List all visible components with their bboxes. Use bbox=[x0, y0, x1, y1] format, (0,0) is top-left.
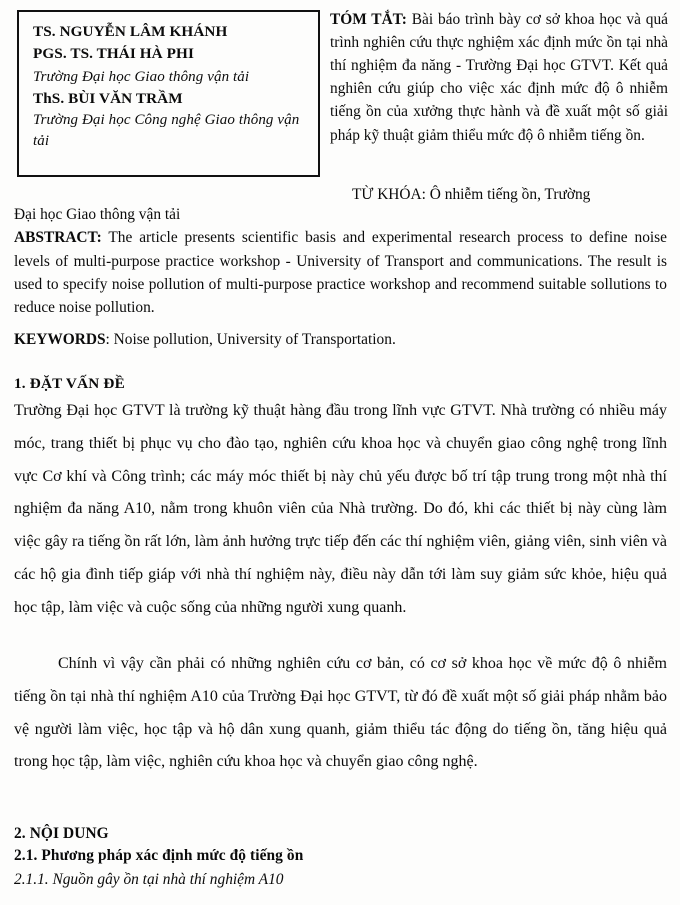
section-1-paragraph-2: Chính vì vậy cần phải có những nghiên cứu cơ bản, có cơ sở khoa học về mức độ ô nhiễm tiếng ồn tại nhà thí nghiệm A10 của Trường Đại học GTVT, từ đó đề xuất một số giải pháp nhằm bảo vệ người làm việc, học tập và hộ dân xung quanh, giảm thiểu tác động do tiếng ồn, tăng hiệu quả trong học tập, làm việc, nghiên cứu khoa học và chuyển giao công nghệ. bbox=[14, 655, 667, 771]
section-2-zone bbox=[14, 823, 667, 891]
keywords-english bbox=[14, 328, 667, 351]
author-name-3: ThS. BÙI VĂN TRẦM bbox=[33, 89, 183, 107]
abstract-english-zone bbox=[14, 203, 667, 393]
author-affiliation-box bbox=[17, 10, 320, 177]
author-name-2: PGS. TS. THÁI HÀ PHI bbox=[33, 45, 194, 63]
header-two-column-zone bbox=[0, 0, 680, 203]
section-2-1-heading: 2.1. Phương pháp xác định mức độ tiếng ồn bbox=[14, 847, 304, 865]
author-affiliation-1: Trường Đại học Giao thông vận tải bbox=[33, 68, 250, 85]
section-1-body-second bbox=[14, 648, 667, 779]
section-2-heading: 2. NỘI DUNG bbox=[14, 825, 109, 842]
section-1-paragraph-1: Trường Đại học GTVT là trường kỹ thuật hàng đầu trong lĩnh vực GTVT. Nhà trường có nhiều máy móc, trang thiết bị phục vụ cho đào tạo, nghiên cứu khoa học và chuyển giao công nghệ trong lĩnh vực Cơ khí và Công trình; các máy móc thiết bị này chủ yếu được bố trí tập trung trong một nhà thí nghiệm đa năng A10, nằm trong khuôn viên của Nhà trường. Do đó, khi các thiết bị này cùng làm việc gây ra tiếng ồn rất lớn, làm ảnh hưởng trực tiếp đến các thí nghiệm viên, giảng viên, sinh viên và các hộ gia đình tiếp giáp với nhà thí nghiệm này, điều này dẫn tới làm suy giảm sức khỏe, hiệu quả học tập, làm việc và cuộc sống của những người xung quanh. bbox=[14, 402, 667, 616]
abstract-vietnamese bbox=[330, 8, 668, 147]
keywords-vietnamese-text-tail: Đại học Giao thông vận tải bbox=[14, 206, 181, 223]
abstract-vietnamese-text: Bài báo trình bày cơ sở khoa học và quá trình nghiên cứu thực nghiệm xác định mức ồn tại nhà thí nghiệm đa năng - Trường Đại học GTVT. Kết quả nghiên cứu giúp cho việc xác định mức độ ô nhiễm tiếng ồn của xưởng thực hành và đề xuất một số giải pháp kỹ thuật giảm thiểu mức độ ô nhiễm tiếng ồn. bbox=[330, 11, 668, 144]
keywords-vietnamese-label: TỪ KHÓA: bbox=[352, 186, 426, 203]
keywords-english-label: KEYWORDS bbox=[14, 330, 106, 348]
keywords-english-text: : Noise pollution, University of Transportation. bbox=[105, 330, 396, 348]
abstract-english bbox=[14, 226, 667, 320]
author-affiliation-2: Trường Đại học Công nghệ Giao thông vận tải bbox=[33, 112, 300, 150]
author-name-1: TS. NGUYỄN LÂM KHÁNH bbox=[33, 23, 228, 40]
section-2-1-1-heading: 2.1.1. Nguồn gây ồn tại nhà thí nghiệm A10 bbox=[14, 870, 284, 888]
section-1-heading: 1. ĐẶT VẤN ĐỀ bbox=[14, 374, 125, 392]
keywords-vietnamese-text-head: Ô nhiễm tiếng ồn, Trường bbox=[425, 186, 591, 203]
section-1-body-first bbox=[14, 385, 667, 625]
abstract-english-label: ABSTRACT: bbox=[14, 229, 102, 247]
abstract-vietnamese-label: TÓM TẮT: bbox=[330, 11, 407, 28]
abstract-english-text: The article presents scientific basis and experimental research process to define noise levels of multi-purpose practice workshop - University of Transport and communications. The result is used to specify noise pollution of multi-purpose practice workshop and recommend suitable sollutions to reduce noise pollution. bbox=[14, 229, 667, 317]
